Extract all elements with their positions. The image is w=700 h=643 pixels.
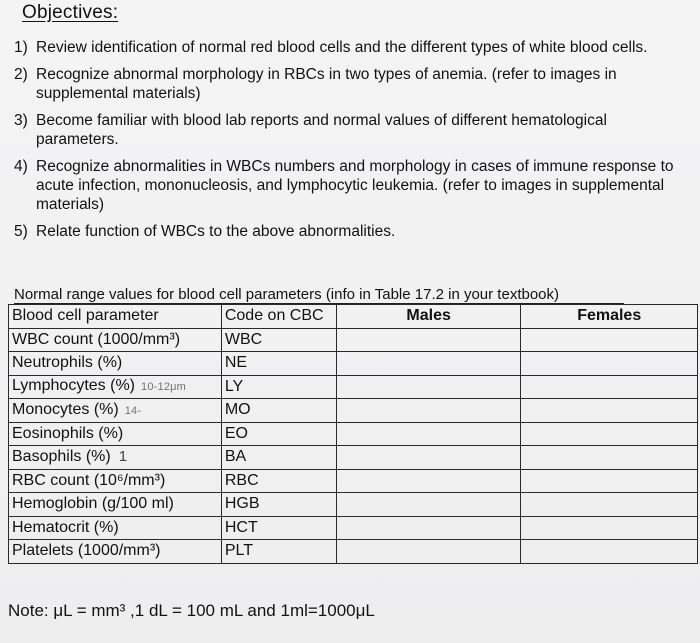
cell-males: [336, 516, 521, 540]
table-row: [9, 446, 698, 470]
parameter-label: Hemoglobin (g/100 ml): [12, 495, 174, 513]
objective-item: [14, 157, 684, 214]
cell-males: [336, 352, 521, 376]
cell-females: [521, 422, 698, 446]
cell-parameter: [9, 469, 222, 493]
parameter-label: Lymphocytes (%): [12, 377, 135, 395]
objectives-list: [14, 38, 684, 249]
handwritten-note: 10-12μm: [141, 381, 187, 394]
cell-males: [336, 375, 521, 399]
handwritten-note: 1: [118, 448, 129, 466]
header-code: Code on CBC: [221, 305, 336, 329]
parameter-label: Monocytes (%): [12, 400, 119, 418]
parameter-label: Hematocrit (%): [12, 518, 119, 536]
parameter-label: Neutrophils (%): [12, 354, 123, 372]
table-caption: Normal range values for blood cell parameters (info in Table 17.2 in your textbook): [14, 286, 624, 304]
table-row: [9, 328, 698, 352]
objective-number: 2): [14, 66, 28, 83]
objective-text: Recognize abnormalities in WBCs numbers and morphology in cases of immune response to acute infection, mononucleosis, and lymphocytic leukemia. (refer to images in supplemental materials): [36, 158, 674, 213]
cell-code: LY: [221, 375, 336, 399]
blood-parameters-table: [8, 304, 698, 564]
table-row: [9, 516, 698, 540]
cell-males: [336, 422, 521, 446]
cell-code: BA: [221, 446, 336, 470]
objective-number: 4): [14, 158, 28, 175]
cell-parameter: [9, 446, 222, 470]
cell-females: [521, 375, 698, 399]
objective-text: Recognize abnormal morphology in RBCs in two types of anemia. (refer to images in supplemental materials): [36, 66, 617, 102]
parameter-label: RBC count (10⁶/mm³): [12, 471, 166, 489]
cell-males: [336, 328, 521, 352]
objective-item: [14, 65, 684, 103]
cell-parameter: [9, 493, 222, 517]
objective-text: Relate function of WBCs to the above abnormalities.: [36, 223, 396, 240]
cell-parameter: [9, 328, 222, 352]
cell-females: [521, 328, 698, 352]
cell-males: [336, 399, 521, 423]
header-parameter: Blood cell parameter: [9, 305, 222, 329]
objective-number: 1): [14, 39, 28, 56]
table-row: [9, 469, 698, 493]
header-males: Males: [336, 305, 521, 329]
cell-males: [336, 446, 521, 470]
table-row: [9, 540, 698, 564]
objective-text: Become familiar with blood lab reports and normal values of different hematological parameters.: [36, 112, 607, 148]
objective-item: [14, 222, 684, 241]
table-row: [9, 399, 698, 423]
cell-females: [521, 493, 698, 517]
header-females: Females: [521, 305, 698, 329]
parameter-label: Basophils (%): [12, 448, 111, 466]
table-row: [9, 493, 698, 517]
cell-code: EO: [221, 422, 336, 446]
cell-parameter: [9, 516, 222, 540]
handwritten-note: 14-: [124, 404, 142, 417]
cell-females: [521, 446, 698, 470]
table-row: [9, 422, 698, 446]
cell-females: [521, 540, 698, 564]
objective-item: [14, 111, 684, 149]
cell-females: [521, 516, 698, 540]
cell-parameter: [9, 375, 222, 399]
units-note: Note: μL = mm³ ,1 dL = 100 mL and 1ml=1000μL: [8, 601, 375, 620]
cell-code: NE: [221, 352, 336, 376]
parameter-label: Platelets (1000/mm³): [12, 542, 161, 560]
objective-text: Review identification of normal red blood cells and the different types of white blood cells.: [36, 39, 648, 56]
cell-males: [336, 469, 521, 493]
table-row: [9, 375, 698, 399]
cell-parameter: [9, 540, 222, 564]
cell-parameter: [9, 422, 222, 446]
cell-code: HGB: [221, 493, 336, 517]
cell-code: MO: [221, 399, 336, 423]
cell-code: WBC: [221, 328, 336, 352]
cell-females: [521, 399, 698, 423]
cell-females: [521, 469, 698, 493]
objective-item: [14, 38, 684, 57]
table-header-row: [9, 305, 698, 329]
table-row: [9, 352, 698, 376]
cell-females: [521, 352, 698, 376]
cell-code: RBC: [221, 469, 336, 493]
cell-parameter: [9, 352, 222, 376]
objective-number: 5): [14, 223, 28, 240]
objectives-heading: Objectives:: [22, 2, 119, 23]
parameter-label: WBC count (1000/mm³): [12, 330, 181, 348]
objective-number: 3): [14, 112, 28, 129]
cell-males: [336, 540, 521, 564]
cell-code: PLT: [221, 540, 336, 564]
cell-code: HCT: [221, 516, 336, 540]
parameter-label: Eosinophils (%): [12, 424, 124, 442]
cell-parameter: [9, 399, 222, 423]
cell-males: [336, 493, 521, 517]
